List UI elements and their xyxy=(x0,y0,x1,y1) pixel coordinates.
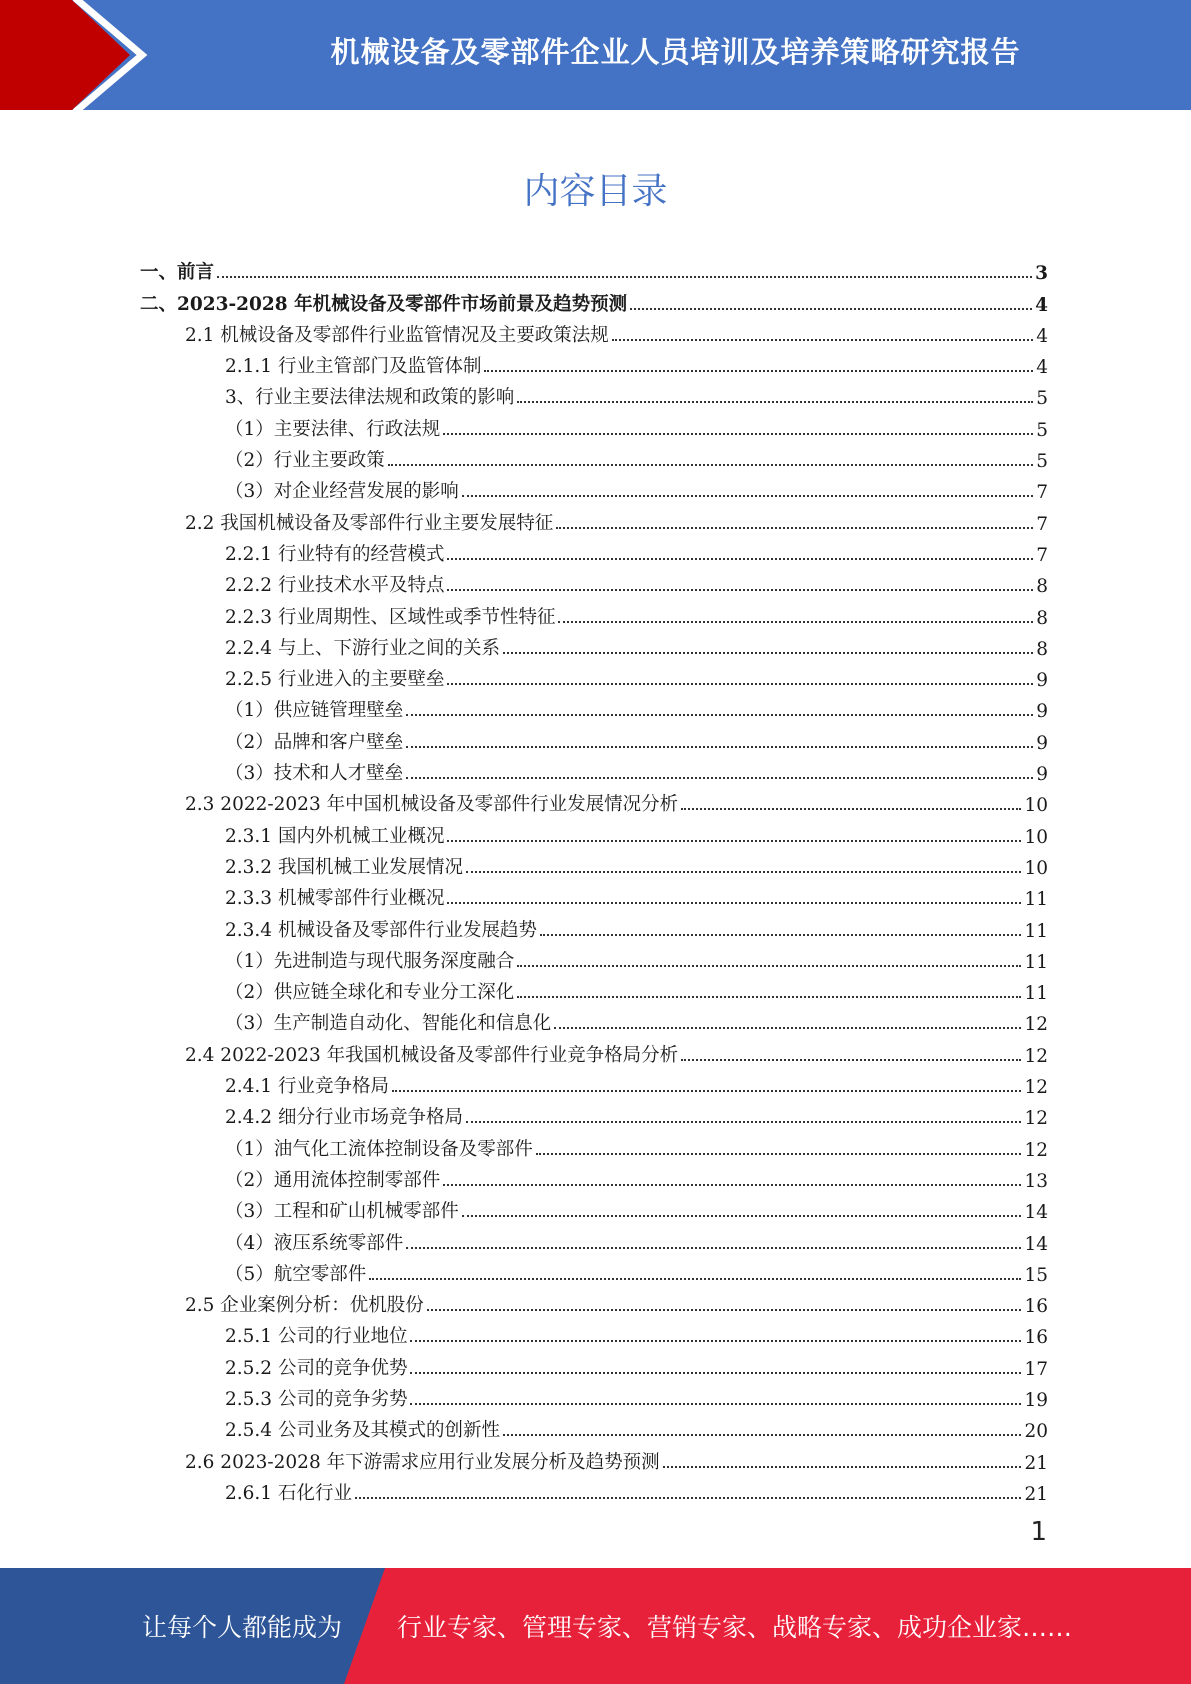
toc-entry-title: 2.4.2 细分行业市场竞争格局 xyxy=(225,1107,463,1129)
toc-dot-leader xyxy=(447,683,1033,685)
toc-entry[interactable] xyxy=(140,1004,1048,1035)
toc-dot-leader xyxy=(406,746,1033,748)
toc-entry-title: （3）工程和矿山机械零部件 xyxy=(225,1201,459,1223)
toc-entry-page: 11 xyxy=(1024,889,1048,911)
toc-entry-title: 2.3.3 机械零部件行业概况 xyxy=(225,888,445,910)
toc-dot-leader xyxy=(466,1121,1021,1123)
toc-entry-title: 2.2.4 与上、下游行业之间的关系 xyxy=(225,637,500,659)
toc-entry-title: 2.5.3 公司的竞争劣势 xyxy=(225,1388,408,1410)
toc-entry-title: 二、2023-2028 年机械设备及零部件市场前景及趋势预测 xyxy=(140,293,628,315)
toc-entry-title: （1）油气化工流体控制设备及零部件 xyxy=(225,1138,533,1160)
header-band xyxy=(0,0,1191,110)
toc-entry-title: 2.2.5 行业进入的主要壁垒 xyxy=(225,669,445,691)
toc-entry-page: 8 xyxy=(1036,576,1048,598)
toc-entry-page: 10 xyxy=(1024,826,1048,848)
toc-entry-page: 14 xyxy=(1024,1202,1048,1224)
toc-dot-leader xyxy=(466,871,1021,873)
toc-entry-title: 2.2.2 行业技术水平及特点 xyxy=(225,575,445,597)
toc-entry-title: （4）液压系统零部件 xyxy=(225,1232,404,1254)
toc-entry-page: 3 xyxy=(1035,263,1048,285)
toc-entry-page: 12 xyxy=(1024,1139,1048,1161)
toc-entry-page: 10 xyxy=(1024,795,1048,817)
toc-entry[interactable] xyxy=(140,1380,1048,1411)
toc-dot-leader xyxy=(681,808,1021,810)
toc-entry[interactable] xyxy=(140,535,1048,566)
toc-dot-leader xyxy=(447,902,1021,904)
toc-entry-page: 12 xyxy=(1024,1014,1048,1036)
toc-entry[interactable] xyxy=(140,441,1048,472)
footer-slogan-right: 行业专家、管理专家、营销专家、战略专家、成功企业家…… xyxy=(397,1613,1073,1642)
toc-dot-leader xyxy=(392,1090,1021,1092)
toc-entry[interactable] xyxy=(140,503,1048,534)
toc-entry-title: 2.2 我国机械设备及零部件行业主要发展特征 xyxy=(185,512,554,534)
toc-dot-leader xyxy=(484,370,1033,372)
toc-dot-leader xyxy=(410,1340,1021,1342)
toc-entry[interactable] xyxy=(140,910,1048,941)
toc-entry-title: （2）通用流体控制零部件 xyxy=(225,1169,441,1191)
toc-entry[interactable] xyxy=(140,879,1048,910)
table-of-contents xyxy=(140,253,1048,1505)
toc-entry[interactable] xyxy=(140,284,1048,315)
toc-entry-title: 2.3.2 我国机械工业发展情况 xyxy=(225,856,463,878)
toc-entry[interactable] xyxy=(140,1067,1048,1098)
toc-entry[interactable] xyxy=(140,1317,1048,1348)
toc-dot-leader xyxy=(217,276,1032,278)
toc-entry-title: （3）对企业经营发展的影响 xyxy=(225,481,459,503)
toc-dot-leader xyxy=(447,589,1033,591)
toc-entry-page: 4 xyxy=(1036,325,1048,347)
toc-entry[interactable] xyxy=(140,1411,1048,1442)
toc-entry-page: 9 xyxy=(1036,764,1048,786)
toc-dot-leader xyxy=(517,401,1033,403)
toc-dot-leader xyxy=(443,1184,1021,1186)
toc-dot-leader xyxy=(612,339,1033,341)
toc-entry-title: 2.5 企业案例分析：优机股份 xyxy=(185,1295,424,1317)
toc-entry[interactable] xyxy=(140,1255,1048,1286)
toc-entry-title: 2.2.3 行业周期性、区域性或季节性特征 xyxy=(225,606,556,628)
toc-entry-title: 2.3.4 机械设备及零部件行业发展趋势 xyxy=(225,919,537,941)
toc-dot-leader xyxy=(558,621,1033,623)
toc-entry-title: （5）航空零部件 xyxy=(225,1263,367,1285)
toc-entry[interactable] xyxy=(140,1223,1048,1254)
toc-dot-leader xyxy=(406,1247,1021,1249)
footer-slogan-left: 让每个人都能成为 xyxy=(142,1613,343,1642)
toc-dot-leader xyxy=(355,1497,1022,1499)
footer-banner xyxy=(0,1568,1191,1684)
toc-entry-page: 16 xyxy=(1024,1327,1048,1349)
toc-entry-title: 2.4.1 行业竞争格局 xyxy=(225,1076,389,1098)
toc-entry-page: 4 xyxy=(1035,294,1048,316)
toc-dot-leader xyxy=(462,1215,1022,1217)
toc-dot-leader xyxy=(556,527,1033,529)
toc-dot-leader xyxy=(554,1027,1021,1029)
toc-entry[interactable] xyxy=(140,848,1048,879)
toc-entry-page: 13 xyxy=(1024,1170,1048,1192)
toc-entry-title: 一、前言 xyxy=(140,262,215,284)
toc-dot-leader xyxy=(630,308,1032,310)
toc-entry-title: 2.4 2022-2023 年我国机械设备及零部件行业竞争格局分析 xyxy=(185,1044,679,1066)
toc-entry-title: 2.5.4 公司业务及其模式的创新性 xyxy=(225,1420,500,1442)
toc-entry[interactable] xyxy=(140,409,1048,440)
toc-entry[interactable] xyxy=(140,973,1048,1004)
toc-heading: 内容目录 xyxy=(523,171,668,212)
toc-dot-leader xyxy=(369,1278,1021,1280)
toc-entry[interactable] xyxy=(140,378,1048,409)
toc-entry-title: 2.6 2023-2028 年下游需求应用行业发展分析及趋势预测 xyxy=(185,1451,660,1473)
toc-entry-title: 2.5.1 公司的行业地位 xyxy=(225,1326,408,1348)
toc-entry-page: 9 xyxy=(1036,701,1048,723)
toc-entry-page: 10 xyxy=(1024,857,1048,879)
toc-entry-title: （1）主要法律、行政法规 xyxy=(225,418,441,440)
toc-dot-leader xyxy=(681,1059,1021,1061)
toc-entry[interactable] xyxy=(140,347,1048,378)
toc-entry-page: 12 xyxy=(1024,1108,1048,1130)
toc-entry-page: 12 xyxy=(1024,1045,1048,1067)
toc-dot-leader xyxy=(540,934,1021,936)
toc-entry[interactable] xyxy=(140,597,1048,628)
toc-entry-page: 5 xyxy=(1036,451,1048,473)
toc-dot-leader xyxy=(447,840,1021,842)
toc-entry[interactable] xyxy=(140,1442,1048,1473)
toc-dot-leader xyxy=(410,1403,1021,1405)
toc-entry-title: 3、行业主要法律法规和政策的影响 xyxy=(225,387,515,409)
toc-entry-page: 19 xyxy=(1024,1389,1048,1411)
toc-entry-title: 2.1 机械设备及零部件行业监管情况及主要政策法规 xyxy=(185,324,609,346)
toc-entry-page: 15 xyxy=(1024,1264,1048,1286)
toc-entry-page: 11 xyxy=(1024,920,1048,942)
toc-dot-leader xyxy=(443,433,1033,435)
toc-entry-title: （1）先进制造与现代服务深度融合 xyxy=(225,950,515,972)
toc-entry[interactable] xyxy=(140,754,1048,785)
toc-entry-title: （1）供应链管理壁垒 xyxy=(225,700,404,722)
toc-entry[interactable] xyxy=(140,316,1048,347)
toc-entry[interactable] xyxy=(140,1098,1048,1129)
toc-entry-title: 2.1.1 行业主管部门及监管体制 xyxy=(225,356,482,378)
toc-entry-title: 2.5.2 公司的竞争优势 xyxy=(225,1357,408,1379)
toc-entry-title: （2）供应链全球化和专业分工深化 xyxy=(225,982,515,1004)
toc-entry[interactable] xyxy=(140,472,1048,503)
toc-entry-page: 17 xyxy=(1024,1358,1048,1380)
toc-dot-leader xyxy=(406,777,1033,779)
toc-dot-leader xyxy=(427,1309,1022,1311)
toc-entry[interactable] xyxy=(140,1474,1048,1505)
toc-entry-page: 8 xyxy=(1036,607,1048,629)
toc-entry-page: 8 xyxy=(1036,638,1048,660)
toc-entry-title: 2.3 2022-2023 年中国机械设备及零部件行业发展情况分析 xyxy=(185,794,679,816)
toc-dot-leader xyxy=(503,1434,1021,1436)
toc-entry[interactable] xyxy=(140,942,1048,973)
toc-entry[interactable] xyxy=(140,1161,1048,1192)
toc-entry[interactable] xyxy=(140,1035,1048,1066)
toc-entry-title: 2.3.1 国内外机械工业概况 xyxy=(225,825,445,847)
toc-entry-page: 12 xyxy=(1024,1077,1048,1099)
toc-entry[interactable] xyxy=(140,1129,1048,1160)
toc-entry-page: 21 xyxy=(1024,1452,1048,1474)
toc-entry[interactable] xyxy=(140,1192,1048,1223)
page-number: 1 xyxy=(1030,1517,1047,1547)
toc-entry-title: （2）品牌和客户壁垒 xyxy=(225,731,404,753)
toc-dot-leader xyxy=(503,652,1033,654)
report-title: 机械设备及零部件企业人员培训及培养策略研究报告 xyxy=(330,34,1021,69)
toc-dot-leader xyxy=(536,1153,1022,1155)
header-chevron-graphic xyxy=(0,0,160,110)
toc-entry[interactable] xyxy=(140,1348,1048,1379)
toc-dot-leader xyxy=(517,996,1021,998)
toc-entry-page: 7 xyxy=(1036,544,1048,566)
toc-entry-page: 9 xyxy=(1036,670,1048,692)
toc-entry-page: 14 xyxy=(1024,1233,1048,1255)
toc-dot-leader xyxy=(517,965,1021,967)
toc-entry[interactable] xyxy=(140,691,1048,722)
toc-dot-leader xyxy=(410,1372,1021,1374)
toc-entry[interactable] xyxy=(140,722,1048,753)
toc-entry-title: （3）生产制造自动化、智能化和信息化 xyxy=(225,1013,552,1035)
toc-entry-page: 11 xyxy=(1024,983,1048,1005)
toc-entry-page: 5 xyxy=(1036,419,1048,441)
toc-entry-title: 2.2.1 行业特有的经营模式 xyxy=(225,543,445,565)
toc-entry[interactable] xyxy=(140,660,1048,691)
toc-dot-leader xyxy=(663,1466,1022,1468)
toc-entry-page: 16 xyxy=(1024,1296,1048,1318)
toc-entry-page: 7 xyxy=(1036,513,1048,535)
toc-entry-title: （2）行业主要政策 xyxy=(225,450,385,472)
toc-entry-page: 11 xyxy=(1024,951,1048,973)
toc-dot-leader xyxy=(406,714,1033,716)
toc-entry[interactable] xyxy=(140,629,1048,660)
toc-entry-page: 20 xyxy=(1024,1421,1048,1443)
toc-entry[interactable] xyxy=(140,253,1048,284)
toc-entry[interactable] xyxy=(140,816,1048,847)
toc-entry-page: 21 xyxy=(1024,1483,1048,1505)
toc-entry-page: 9 xyxy=(1036,732,1048,754)
toc-entry-page: 4 xyxy=(1036,357,1048,379)
toc-entry[interactable] xyxy=(140,785,1048,816)
toc-entry-page: 7 xyxy=(1036,482,1048,504)
toc-entry-title: （3）技术和人才壁垒 xyxy=(225,763,404,785)
toc-entry[interactable] xyxy=(140,1286,1048,1317)
toc-entry-page: 5 xyxy=(1036,388,1048,410)
toc-dot-leader xyxy=(388,464,1033,466)
toc-dot-leader xyxy=(447,558,1033,560)
toc-entry-title: 2.6.1 石化行业 xyxy=(225,1482,352,1504)
toc-entry[interactable] xyxy=(140,566,1048,597)
toc-dot-leader xyxy=(462,495,1033,497)
